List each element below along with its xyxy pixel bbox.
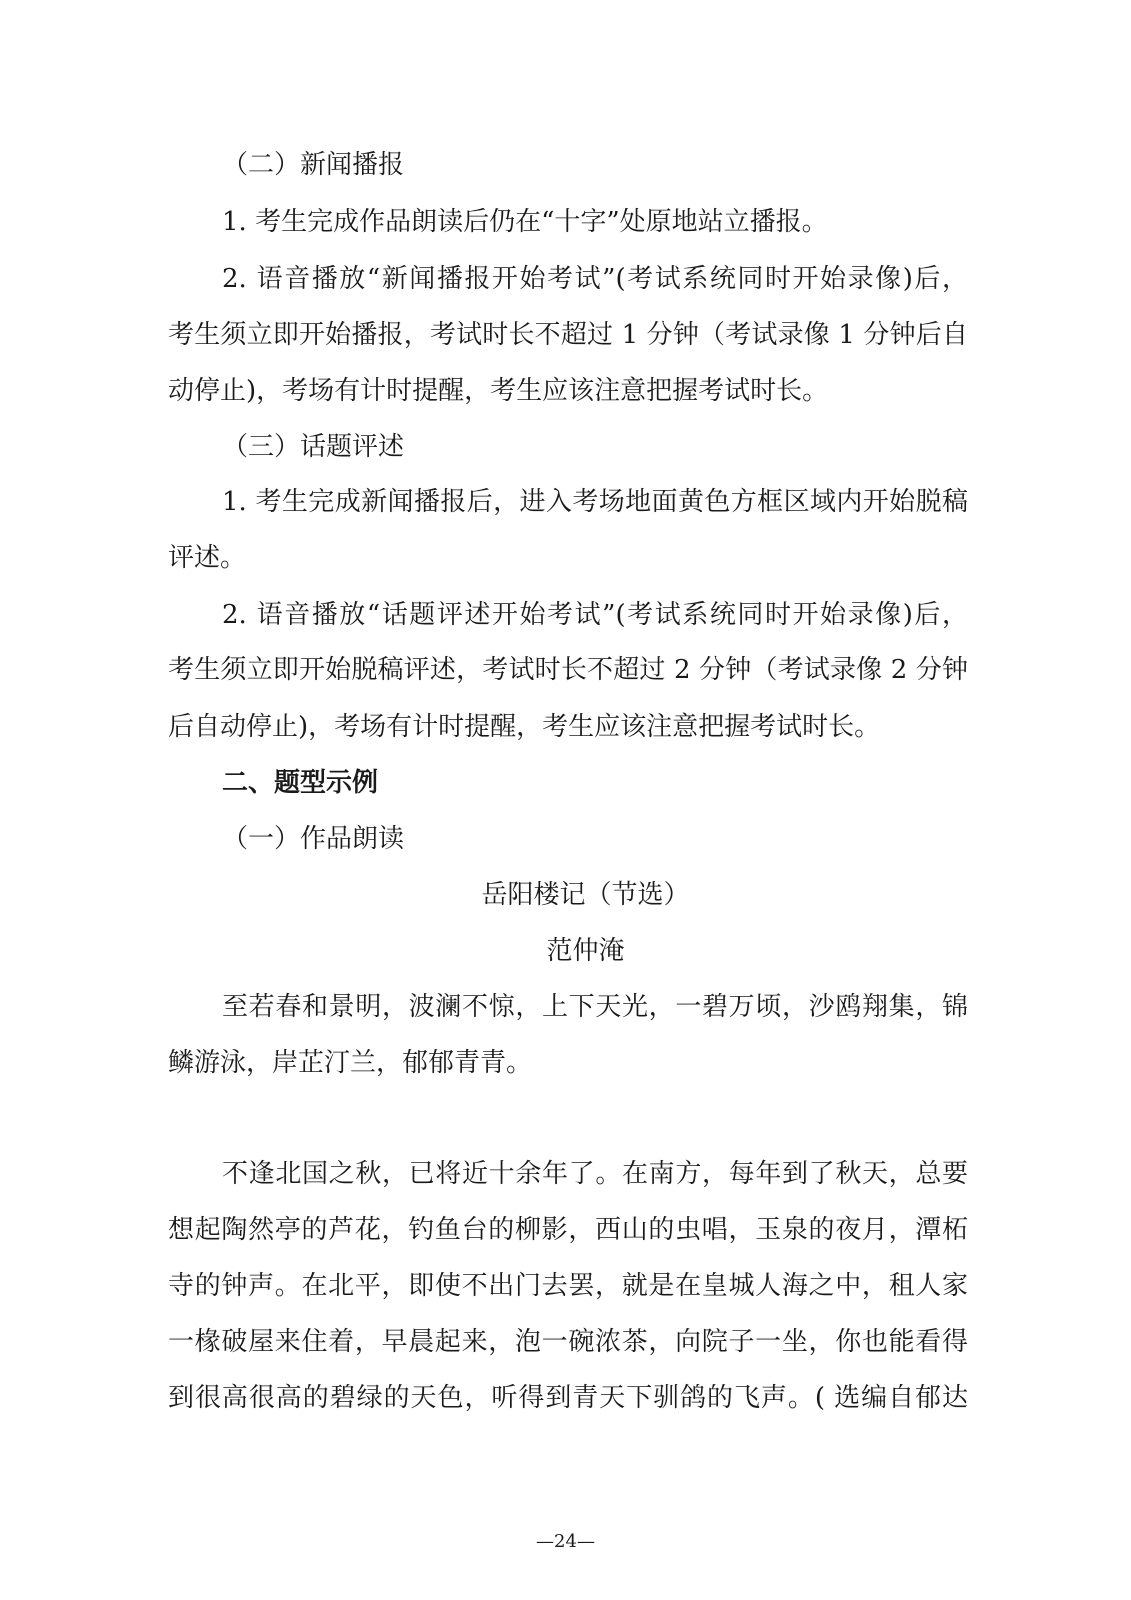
paragraph-news-item-1: 1. 考生完成作品朗读后仍在“十字”处原地站立播报。 (222, 207, 828, 237)
paragraph-topic-item-1-line-1: 1. 考生完成新闻播报后，进入考场地面黄色方框区域内开始脱稿 (222, 487, 968, 517)
prose-line-1: 不逢北国之秋，已将近十余年了。在南方，每年到了秋天，总要 (222, 1159, 968, 1189)
paragraph-topic-item-2-line-2: 考生须立即开始脱稿评述，考试时长不超过 2 分钟（考试录像 2 分钟 (168, 655, 968, 685)
section-heading-topic: （三）话题评述 (222, 432, 405, 462)
section-heading-examples: 二、题型示例 (222, 768, 379, 798)
section-heading-news: （二）新闻播报 (222, 150, 405, 180)
paragraph-news-item-2-line-2: 考生须立即开始播报，考试时长不超过 1 分钟（考试录像 1 分钟后自 (168, 320, 968, 350)
paragraph-news-item-2-line-3: 动停止)，考场有计时提醒，考生应该注意把握考试时长。 (168, 376, 829, 406)
prose-line-4: 一椽破屋来住着，早晨起来，泡一碗浓茶，向院子一坐，你也能看得 (168, 1327, 968, 1357)
prose-line-5: 到很高很高的碧绿的天色，听得到青天下驯鸽的飞声。( 选编自郁达 (168, 1383, 968, 1413)
paragraph-topic-item-2-line-3: 后自动停止)，考场有计时提醒，考生应该注意把握考试时长。 (168, 712, 881, 742)
subsection-heading-reading: （一）作品朗读 (222, 824, 405, 854)
page-number: —24— (536, 1531, 595, 1552)
prose-line-3: 寺的钟声。在北平，即使不出门去罢，就是在皇城人海之中，租人家 (168, 1271, 968, 1301)
poem-author: 范仲淹 (546, 936, 625, 966)
prose-line-2: 想起陶然亭的芦花，钓鱼台的柳影，西山的虫唱，玉泉的夜月，潭柘 (168, 1215, 968, 1245)
paragraph-topic-item-2-line-1: 2. 语音播放“话题评述开始考试”(考试系统同时开始录像)后， (222, 600, 968, 630)
poem-line-1: 至若春和景明，波澜不惊，上下天光，一碧万顷，沙鸥翔集，锦 (222, 992, 968, 1022)
paragraph-news-item-2-line-1: 2. 语音播放“新闻播报开始考试”(考试系统同时开始录像)后， (222, 264, 968, 294)
poem-title: 岳阳楼记（节选） (481, 880, 690, 910)
poem-line-2: 鳞游泳，岸芷汀兰，郁郁青青。 (168, 1048, 533, 1078)
paragraph-topic-item-1-line-2: 评述。 (168, 543, 247, 573)
